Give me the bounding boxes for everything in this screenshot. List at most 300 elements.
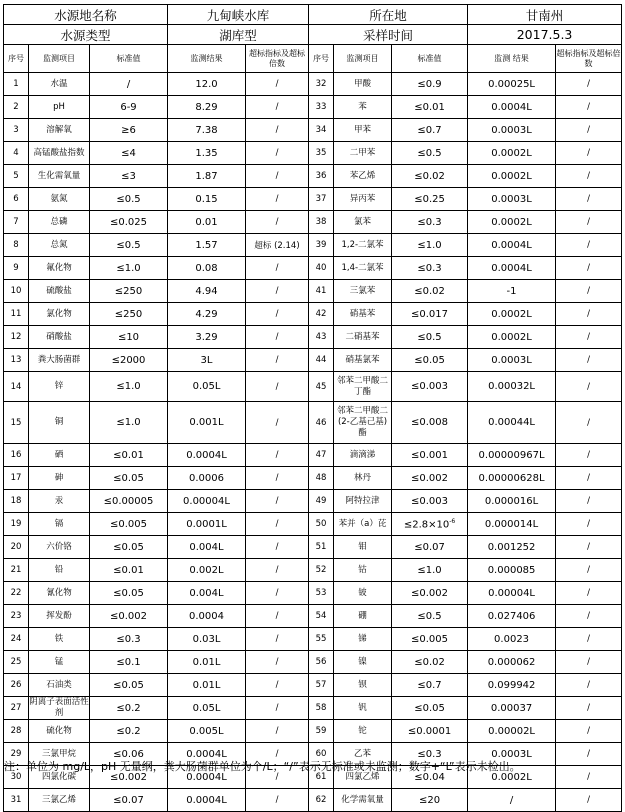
exceed-value: / [246,372,309,402]
row-number: 44 [309,349,334,372]
result-value: 0.0002L [468,165,556,188]
exceed-value: 超标 (2.14) [246,234,309,257]
result-value: 0.001252 [468,536,556,559]
location-label: 所在地 [309,5,468,25]
result-value: 1.87 [168,165,246,188]
col-seq-right: 序号 [309,45,334,73]
standard-value: ≤0.005 [392,628,468,651]
exceed-value: / [556,467,622,490]
result-value: 0.0003L [468,119,556,142]
table-row [4,326,622,349]
exceed-value: / [246,766,309,789]
result-value: 0.0002L [468,303,556,326]
table-row [4,559,622,582]
table-row [4,96,622,119]
row-number: 61 [309,766,334,789]
standard-value: ≤0.003 [392,490,468,513]
item-name: 异丙苯 [334,188,392,211]
standard-value: ≤0.05 [392,349,468,372]
row-number: 51 [309,536,334,559]
row-number: 17 [4,467,29,490]
table-row [4,303,622,326]
standard-value: ≤0.25 [392,188,468,211]
exceed-value: / [246,73,309,96]
standard-value: ≤0.001 [392,444,468,467]
result-value: 0.0006 [168,467,246,490]
table-row [4,789,622,812]
table-row [4,628,622,651]
standard-value: ≤0.5 [90,234,168,257]
result-value: 0.0002L [468,142,556,165]
row-number: 40 [309,257,334,280]
row-number: 31 [4,789,29,812]
exceed-value: / [556,119,622,142]
exceed-value: / [246,326,309,349]
standard-value: ≤0.017 [392,303,468,326]
standard-value: ≤0.002 [90,766,168,789]
exceed-value: / [556,582,622,605]
result-value: 0.05L [168,697,246,720]
row-number: 13 [4,349,29,372]
standard-value: ≤1.0 [392,559,468,582]
standard-value: ≤0.00005 [90,490,168,513]
row-number: 29 [4,743,29,766]
result-value: 0.0023 [468,628,556,651]
row-number: 43 [309,326,334,349]
item-name: 六价铬 [29,536,90,559]
standard-value: ≥6 [90,119,168,142]
item-name: 林丹 [334,467,392,490]
result-value: 0.0002L [468,211,556,234]
standard-value: ≤2000 [90,349,168,372]
item-name: 硝基苯 [334,303,392,326]
row-number: 10 [4,280,29,303]
table-row [4,188,622,211]
exceed-value: / [556,513,622,536]
row-number: 48 [309,467,334,490]
result-value: 0.0004L [468,234,556,257]
exceed-value: / [246,142,309,165]
result-value: 0.005L [168,720,246,743]
source-type: 湖库型 [168,25,309,45]
table-row [4,234,622,257]
result-value: 0.0004L [468,96,556,119]
exceed-value: / [246,743,309,766]
result-value: 0.0004L [468,257,556,280]
result-value: 0.000085 [468,559,556,582]
exceed-value: / [556,743,622,766]
row-number: 39 [309,234,334,257]
row-number: 28 [4,720,29,743]
table-row [4,119,622,142]
result-value: 0.004L [168,582,246,605]
item-name: 氟化物 [29,257,90,280]
exceed-value: / [246,536,309,559]
row-number: 33 [309,96,334,119]
item-name: 滴滴涕 [334,444,392,467]
row-number: 11 [4,303,29,326]
exceed-value: / [556,349,622,372]
standard-value: ≤0.05 [90,536,168,559]
row-number: 55 [309,628,334,651]
item-name: 氯化物 [29,303,90,326]
item-name: 铍 [334,582,392,605]
standard-value: ≤0.05 [90,467,168,490]
standard-value: ≤0.003 [392,372,468,402]
result-value: 0.0001L [168,513,246,536]
item-name: 苯并（a）芘 [334,513,392,536]
item-name: 硒 [29,444,90,467]
sample-time-label: 采样时间 [309,25,468,45]
exceed-value: / [556,257,622,280]
item-name: 邻苯二甲酸二(2-乙基己基)酯 [334,402,392,444]
result-value: 0.0003L [468,349,556,372]
row-number: 34 [309,119,334,142]
row-number: 46 [309,402,334,444]
exceed-value: / [246,513,309,536]
standard-value: ≤0.5 [392,605,468,628]
result-value: 0.00004L [468,582,556,605]
standard-value: ≤0.01 [90,444,168,467]
result-value: 0.0004L [168,766,246,789]
row-number: 58 [309,697,334,720]
row-number: 27 [4,697,29,720]
result-value: 0.03L [168,628,246,651]
standard-value: ≤0.3 [392,211,468,234]
standard-value: ≤4 [90,142,168,165]
result-value: 0.00037 [468,697,556,720]
standard-value: ≤20 [392,789,468,812]
row-number: 23 [4,605,29,628]
standard-value: ≤250 [90,303,168,326]
result-value: 0.15 [168,188,246,211]
item-name: 镉 [29,513,90,536]
table-row [4,165,622,188]
exceed-value: / [246,119,309,142]
exceed-value: / [246,490,309,513]
exceed-value: / [246,605,309,628]
item-name: 三氯甲烷 [29,743,90,766]
item-name: 硫化物 [29,720,90,743]
row-number: 52 [309,559,334,582]
row-number: 60 [309,743,334,766]
standard-value: ≤0.002 [392,467,468,490]
exceed-value: / [246,651,309,674]
exceed-value: / [556,444,622,467]
result-value: 0.001L [168,402,246,444]
col-standard: 标准值 [90,45,168,73]
row-number: 5 [4,165,29,188]
result-value: 0.099942 [468,674,556,697]
result-value: 0.00000628L [468,467,556,490]
result-value: 8.29 [168,96,246,119]
col-item-right: 监测项目 [334,45,392,73]
item-name: 硫酸盐 [29,280,90,303]
standard-value: ≤0.2 [90,697,168,720]
table-row [4,651,622,674]
result-value: 0.000062 [468,651,556,674]
result-value: 0.00004L [168,490,246,513]
table-row [4,467,622,490]
item-name: 甲酸 [334,73,392,96]
row-number: 19 [4,513,29,536]
result-value: 0.00002L [468,720,556,743]
row-number: 30 [4,766,29,789]
row-number: 50 [309,513,334,536]
table-row [4,257,622,280]
exceed-value: / [246,165,309,188]
item-name: 总磷 [29,211,90,234]
exceed-value: / [246,96,309,119]
source-name: 九甸峡水库 [168,5,309,25]
standard-value: ≤0.5 [90,188,168,211]
item-name: 砷 [29,467,90,490]
exceed-value: / [556,697,622,720]
exceed-value: / [556,211,622,234]
item-name: 钼 [334,536,392,559]
standard-value: ≤0.1 [90,651,168,674]
item-name: 阿特拉津 [334,490,392,513]
table-row [4,372,622,402]
standard-exponent: -6 [449,517,456,525]
result-value: 0.027406 [468,605,556,628]
row-number: 18 [4,490,29,513]
table-row [4,536,622,559]
result-value: 0.00000967L [468,444,556,467]
item-name: 硼 [334,605,392,628]
exceed-value: / [556,326,622,349]
row-number: 45 [309,372,334,402]
item-name: 四氯化碳 [29,766,90,789]
result-value: 0.0003L [468,188,556,211]
row-number: 16 [4,444,29,467]
item-name: 镍 [334,651,392,674]
exceed-value: / [246,582,309,605]
item-name: 三氯乙烯 [29,789,90,812]
source-name-label: 水源地名称 [4,5,168,25]
standard-value: ≤1.0 [90,402,168,444]
result-value: 0.05L [168,372,246,402]
exceed-value: / [246,628,309,651]
result-value: 1.35 [168,142,246,165]
item-name: 铁 [29,628,90,651]
item-name: 四氯乙烯 [334,766,392,789]
standard-value: ≤0.04 [392,766,468,789]
exceed-value: / [556,188,622,211]
result-value: 0.004L [168,536,246,559]
item-name: 1,2-二氯苯 [334,234,392,257]
exceed-value: / [556,789,622,812]
standard-value: ≤1.0 [90,257,168,280]
result-value: 0.0004 [168,605,246,628]
result-value: -1 [468,280,556,303]
row-number: 6 [4,188,29,211]
standard-value: ≤0.9 [392,73,468,96]
standard-value: ≤0.5 [392,142,468,165]
exceed-value: / [556,372,622,402]
result-value: 0.0002L [468,766,556,789]
table-row [4,444,622,467]
row-number: 32 [309,73,334,96]
row-number: 53 [309,582,334,605]
item-name: 粪大肠菌群 [29,349,90,372]
result-value: 3L [168,349,246,372]
item-name: 1,4-二氯苯 [334,257,392,280]
table-row [4,280,622,303]
item-name: 挥发酚 [29,605,90,628]
row-number: 22 [4,582,29,605]
header-row-2 [4,25,622,45]
standard-value: ≤0.05 [90,674,168,697]
item-name: 三氯苯 [334,280,392,303]
standard-base: ≤2.8×10 [403,519,450,531]
table-row [4,402,622,444]
row-number: 14 [4,372,29,402]
item-name: 阴离子表面活性剂 [29,697,89,718]
result-value: 0.00044L [468,402,556,444]
standard-value: ≤0.002 [392,582,468,605]
standard-value: ≤0.3 [90,628,168,651]
row-number: 20 [4,536,29,559]
row-number: 35 [309,142,334,165]
table-row [4,73,622,96]
item-name: 苯乙烯 [334,165,392,188]
row-number: 62 [309,789,334,812]
item-name: 钴 [334,559,392,582]
exceed-value: / [556,142,622,165]
result-value: 12.0 [168,73,246,96]
exceed-value: / [556,628,622,651]
footnote: 注：单位为 mg/L，pH 无量纲，粪大肠菌群单位为个/L；“/”表示无标准或未监测；数字+“L”表示未检出。 [4,760,521,773]
exceed-value: / [246,789,309,812]
exceed-value: / [556,559,622,582]
exceed-value: / [556,490,622,513]
item-name: 锑 [334,628,392,651]
standard-value: ≤0.008 [392,402,468,444]
result-value: 0.002L [168,559,246,582]
standard-value: ≤250 [90,280,168,303]
standard-value: ≤0.06 [90,743,168,766]
row-number: 2 [4,96,29,119]
standard-value: ≤0.07 [392,536,468,559]
item-name: 钡 [334,674,392,697]
standard-value: ≤0.02 [392,280,468,303]
standard-value: ≤0.2 [90,720,168,743]
item-name: 硝基氯苯 [334,349,392,372]
exceed-value: / [556,234,622,257]
row-number: 24 [4,628,29,651]
item-name: 锌 [29,372,90,402]
row-number: 25 [4,651,29,674]
item-name: pH [29,96,90,119]
item-name: 氰化物 [29,582,90,605]
exceed-value: / [556,280,622,303]
row-number: 15 [4,402,29,444]
item-name: 钒 [334,697,392,720]
row-number: 1 [4,73,29,96]
row-number: 26 [4,674,29,697]
row-number: 3 [4,119,29,142]
standard-value: ≤0.05 [392,697,468,720]
source-type-label: 水源类型 [4,25,168,45]
row-number: 12 [4,326,29,349]
result-value: 4.94 [168,280,246,303]
table-row [4,582,622,605]
item-name: 石油类 [29,674,90,697]
standard-value: ≤0.01 [90,559,168,582]
result-value: 0.0002L [468,326,556,349]
exceed-value: / [556,73,622,96]
row-number: 8 [4,234,29,257]
item-name: 铊 [334,720,392,743]
item-name: 氨氮 [29,188,90,211]
exceed-value: / [246,674,309,697]
item-name: 邻苯二甲酸二丁酯 [334,372,392,402]
exceed-value: / [246,402,309,444]
exceed-value: / [246,303,309,326]
result-value: 0.0004L [168,444,246,467]
exceed-value: / [556,165,622,188]
standard-value: ≤0.01 [392,96,468,119]
exceed-value: / [246,720,309,743]
standard-value: 6-9 [90,96,168,119]
standard-value: ≤0.3 [392,743,468,766]
standard-value: ≤0.3 [392,257,468,280]
row-number: 21 [4,559,29,582]
exceed-value: / [246,559,309,582]
item-name: 汞 [29,490,90,513]
exceed-value: / [246,697,309,720]
row-number: 59 [309,720,334,743]
table-row [4,349,622,372]
result-value: 1.57 [168,234,246,257]
result-value: 3.29 [168,326,246,349]
result-value: 0.01 [168,211,246,234]
item-name: 乙苯 [334,743,392,766]
item-name: 高锰酸盐指数 [29,142,90,165]
item-name: 二硝基苯 [334,326,392,349]
standard-value: ≤0.05 [90,582,168,605]
exceed-value: / [246,188,309,211]
result-value: 0.0004L [168,789,246,812]
row-number: 7 [4,211,29,234]
item-name: 苯 [334,96,392,119]
standard-value: ≤0.7 [392,119,468,142]
standard-value: ≤0.02 [392,651,468,674]
exceed-value: / [246,467,309,490]
exceed-value: / [246,257,309,280]
standard-value: ≤3 [90,165,168,188]
row-number: 42 [309,303,334,326]
result-value: 0.01L [168,674,246,697]
result-value: 4.29 [168,303,246,326]
result-value: 0.00025L [468,73,556,96]
row-number: 41 [309,280,334,303]
exceed-value: / [556,402,622,444]
col-seq: 序号 [4,45,29,73]
row-number: 9 [4,257,29,280]
standard-value: ≤0.0001 [392,720,468,743]
result-value: 0.0004L [168,743,246,766]
col-item: 监测项目 [29,45,90,73]
result-value: 0.08 [168,257,246,280]
standard-value: ≤0.005 [90,513,168,536]
item-name: 锰 [29,651,90,674]
col-result: 监测结果 [168,45,246,73]
result-value: / [468,789,556,812]
standard-value: ≤0.07 [90,789,168,812]
col-exceed: 超标指标及超标倍数 [246,45,309,73]
